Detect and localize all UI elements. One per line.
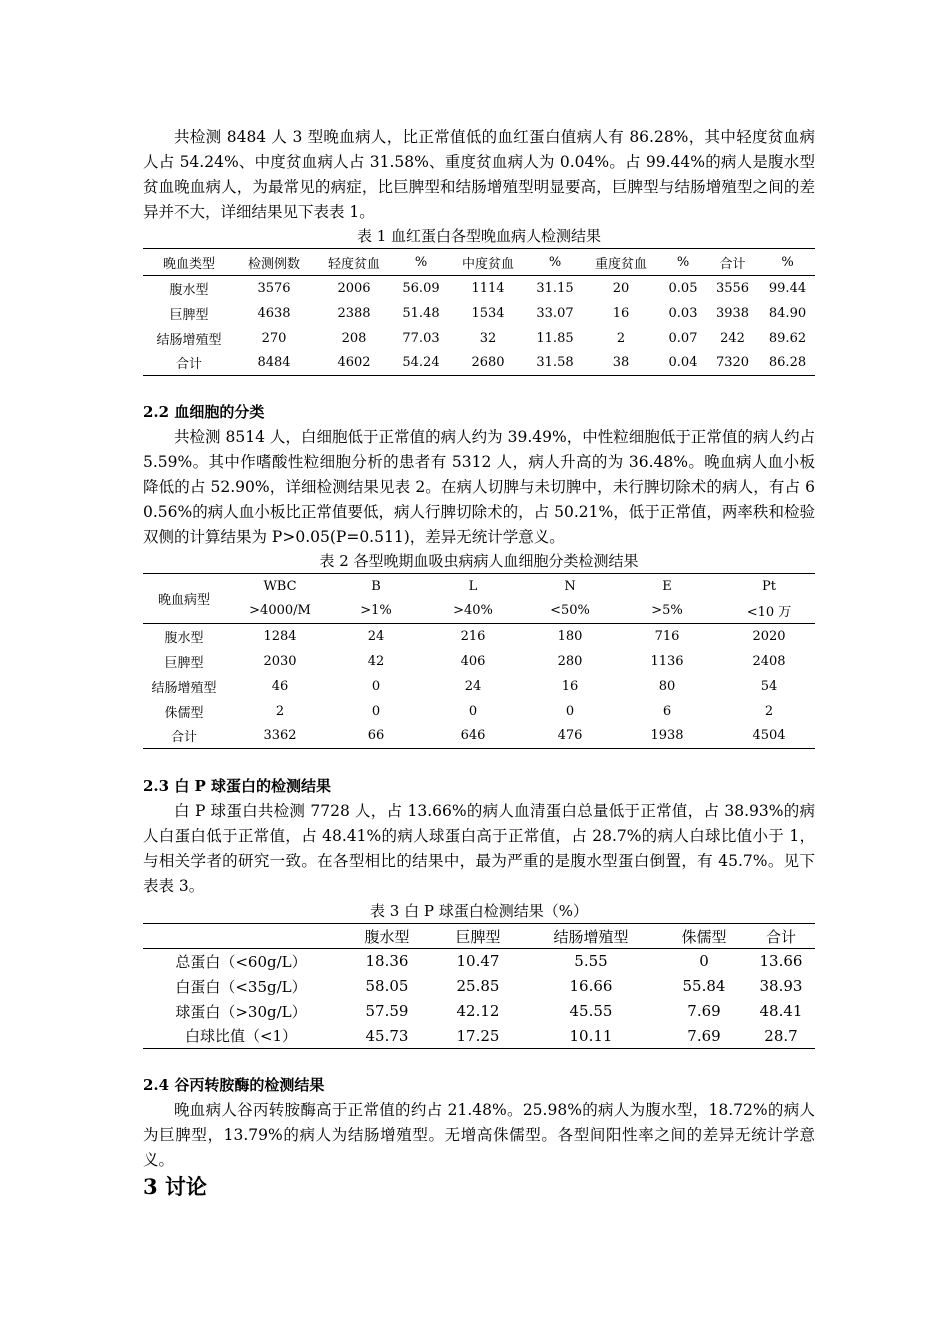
section-heading-2-3: 2.3 白 P 球蛋白的检测结果	[143, 777, 332, 795]
table2-subheader: >40%	[453, 603, 493, 619]
table-cell: 86.28	[768, 355, 807, 371]
table-cell: 白球比值（<1）	[184, 1027, 298, 1046]
paragraph-blood-cells: 共检测 8514 人，白细胞低于正常值的病人约为 39.49%，中性粒细胞低于正常值的病人约占 5.59%。其中作嗜酸性粒细胞分析的患者有 5312 人，病人升高的为 36.48%。晚血病人血小板降低的占 52.90%，详细检测结果见表 2。在病人切脾与未切脾中，未行脾切除术的病人，有占 60.56%的病人血小板比正常值要低，病人行脾切除术的，占 50.21%，低于正常值，两率秩和检验双侧的计算结果为 P>0.05(P=0.511)，差异无统计学意义。	[143, 428, 815, 546]
table-cell: 5.55	[574, 952, 608, 971]
table3-header-blank	[143, 924, 339, 949]
table-cell: 56.09	[402, 280, 440, 296]
table1-header-total: 合计	[719, 256, 746, 272]
table3-header-total: 合计	[765, 927, 796, 946]
table-cell: 270	[261, 330, 287, 346]
table-cell: 54	[760, 678, 778, 694]
table3-caption: 表 3 白 P 球蛋白检测结果（%）	[370, 902, 588, 920]
table-cell: 10.47	[456, 952, 500, 971]
table-row	[143, 1024, 815, 1049]
table-cell: 10.11	[569, 1026, 613, 1045]
table2-subheader: >1%	[360, 603, 392, 619]
table-cell: 7.69	[687, 1026, 721, 1045]
table-cell: 7.69	[687, 1002, 721, 1020]
table-cell: 32	[479, 330, 497, 346]
table-cell: 42.12	[456, 1002, 500, 1020]
table-cell: 总蛋白（<60g/L）	[175, 952, 307, 971]
table-cell: 216	[460, 628, 486, 644]
table-row	[143, 276, 815, 301]
table-cell: 白蛋白（<35g/L）	[175, 977, 307, 996]
table1-header-pct1: %	[414, 254, 428, 270]
table-cell: 646	[460, 728, 486, 744]
table-cell: 1114	[471, 280, 505, 296]
table1-header-type: 晚血类型	[162, 256, 215, 272]
table-cell: 38.93	[759, 977, 803, 995]
table-cell: 38	[612, 355, 630, 371]
table1-header-pct2: %	[548, 254, 562, 270]
table-cell: 2	[275, 703, 285, 719]
table-cell: 42	[367, 653, 385, 669]
table3-header-colon: 结肠增殖型	[553, 927, 629, 946]
table-cell: 17.25	[456, 1026, 500, 1045]
table-cell: 4504	[752, 728, 786, 744]
table-row	[143, 326, 815, 351]
table-cell: 结肠增殖型	[151, 680, 217, 696]
table-cell: 4602	[337, 355, 371, 371]
table-cell: 8484	[257, 355, 291, 371]
table-cell: 2030	[263, 653, 297, 669]
table-cell: 89.62	[768, 330, 807, 346]
table2-header-pt: Pt	[762, 578, 776, 594]
table-cell: 2006	[337, 280, 371, 296]
table-cell: 2388	[337, 305, 371, 321]
table-cell: 2	[764, 703, 774, 719]
table2-header-n: N	[564, 578, 576, 594]
table-cell: 巨脾型	[164, 655, 204, 671]
table1-header-count: 检测例数	[247, 256, 300, 272]
table-cell: 31.58	[536, 355, 574, 371]
table-cell: 48.41	[759, 1002, 803, 1020]
table-cell: 1136	[650, 653, 684, 669]
table-cell: 45.55	[569, 1002, 613, 1020]
paragraph-hemoglobin: 共检测 8484 人 3 型晚血病人，比正常值低的血红蛋白值病人有 86.28%，其中轻度贫血病人占 54.24%、中度贫血病人占 31.58%、重度贫血病人为 0.04%。占 99.44%的病人是腹水型贫血晚血病人，为最常见的病症，比巨脾型和结肠增殖型明显要高，巨脾型与结肠增殖型之间的差异并不大，详细结果见下表表 1。	[143, 128, 815, 221]
table-cell: 6	[662, 703, 672, 719]
table-cell: 合计	[175, 357, 202, 373]
table-cell: 0.04	[668, 355, 698, 371]
table-cell: 3362	[263, 728, 297, 744]
paragraph-protein: 白 P 球蛋白共检测 7728 人，占 13.66%的病人血清蛋白总量低于正常值，占 38.93%的病人白蛋白低于正常值，占 48.41%的病人球蛋白高于正常值，占 28.7%的病人白球比值小于 1，与相关学者的研究一致。在各型相比的结果中，最为严重的是腹水型蛋白倒置，有 45.7%。见下表表 3。	[143, 802, 815, 895]
table3-header-spleen: 巨脾型	[455, 927, 501, 946]
table-cell: 716	[654, 628, 680, 644]
table2-header-b: B	[371, 578, 381, 594]
table-row	[143, 699, 815, 724]
table-cell: 1284	[263, 628, 297, 644]
table1-header-severe: 重度贫血	[594, 256, 647, 272]
table-cell: 28.7	[764, 1026, 798, 1045]
table-cell: 腹水型	[169, 282, 209, 298]
section-heading-2-4: 2.4 谷丙转胺酶的检测结果	[143, 1076, 325, 1094]
table1-caption: 表 1 血红蛋白各型晚血病人检测结果	[356, 227, 602, 245]
table-cell: 2680	[471, 355, 505, 371]
table-cell: 180	[557, 628, 583, 644]
table-cell: 0	[468, 703, 478, 719]
paragraph-alt: 晚血病人谷丙转胺酶高于正常值的约占 21.48%。25.98%的病人为腹水型，18.72%的病人为巨脾型，13.79%的病人为结肠增殖型。无增高侏儒型。各型间阳性率之间的差异无统计学意义。	[143, 1101, 815, 1169]
table-cell: 77.03	[402, 330, 440, 346]
table3-header-ascites: 腹水型	[364, 927, 410, 946]
section-heading-3: 3 讨论	[143, 1174, 207, 1199]
table-cell: 16	[612, 305, 630, 321]
document-page	[143, 125, 815, 1201]
table-cell: 57.59	[365, 1002, 409, 1020]
table1-header-pct3: %	[676, 254, 690, 270]
table-row	[143, 624, 815, 649]
table-cell: 4638	[257, 305, 291, 321]
table-cell: 0	[699, 952, 709, 971]
table-cell: 0.03	[668, 305, 698, 321]
table-cell: 18.36	[365, 952, 409, 971]
table-cell: 结肠增殖型	[156, 332, 222, 348]
table2-header-type: 晚血病型	[143, 574, 225, 624]
table-cell: 11.85	[536, 330, 574, 346]
table-cell: 55.84	[682, 977, 726, 995]
table-cell: 侏儒型	[164, 705, 204, 721]
table-row	[143, 949, 815, 974]
table-row	[143, 674, 815, 699]
table-cell: 25.85	[456, 977, 500, 995]
table-cell: 巨脾型	[169, 307, 209, 323]
table2-blood-cells	[143, 573, 815, 749]
table-row	[143, 649, 815, 674]
table1-header-pct4: %	[781, 254, 794, 270]
table-cell: 2408	[752, 653, 786, 669]
table-cell: 2	[616, 330, 626, 346]
table-cell: 3576	[257, 280, 291, 296]
table-cell: 3938	[715, 305, 750, 321]
table-cell: 54.24	[402, 355, 440, 371]
table-cell: 16.66	[569, 977, 613, 995]
table2-subheader: <50%	[550, 603, 590, 619]
table-cell: 406	[460, 653, 486, 669]
table-cell: 0.07	[668, 330, 698, 346]
table-cell: 80	[658, 678, 676, 694]
table-cell: 3556	[715, 280, 750, 296]
table-cell: 24	[464, 678, 482, 694]
table-cell: 0.05	[668, 280, 698, 296]
table-cell: 33.07	[536, 305, 574, 321]
table-cell: 99.44	[768, 280, 807, 296]
table1-header-mild: 轻度贫血	[327, 256, 380, 272]
table-cell: 46	[271, 678, 289, 694]
table2-caption: 表 2 各型晚期血吸虫病病人血细胞分类检测结果	[319, 552, 639, 570]
table-cell: 20	[612, 280, 630, 296]
table-row	[143, 351, 815, 376]
table-cell: 280	[557, 653, 583, 669]
table-cell: 1534	[471, 305, 505, 321]
table2-header-l: L	[468, 578, 478, 594]
table-cell: 58.05	[365, 977, 409, 995]
table-cell: 16	[561, 678, 579, 694]
table-cell: 84.90	[768, 305, 807, 321]
table3-protein	[143, 923, 815, 1049]
table-cell: 51.48	[402, 305, 440, 321]
table-cell: 45.73	[365, 1026, 409, 1045]
table1-header-moderate: 中度贫血	[461, 256, 514, 272]
table-cell: 476	[557, 728, 583, 744]
table-cell: 合计	[170, 730, 197, 746]
table1-hemoglobin	[143, 248, 815, 376]
table2-subheader: <10 万	[746, 605, 792, 621]
table2-subheader: >5%	[651, 603, 683, 619]
table-cell: 208	[341, 330, 367, 346]
table-cell: 1938	[650, 728, 684, 744]
table-row	[143, 974, 815, 999]
table2-subheader: >4000/M	[249, 603, 311, 619]
table-cell: 0	[371, 678, 381, 694]
table-cell: 242	[720, 330, 745, 346]
table-cell: 0	[371, 703, 381, 719]
table-cell: 31.15	[536, 280, 574, 296]
table-cell: 13.66	[759, 952, 803, 971]
table2-header-wbc: WBC	[263, 578, 297, 594]
table3-header-dwarf: 侏儒型	[681, 927, 727, 946]
table-cell: 24	[367, 628, 385, 644]
section-heading-2-2: 2.2 血细胞的分类	[143, 403, 265, 421]
table-cell: 7320	[715, 355, 750, 371]
table-row	[143, 999, 815, 1024]
table-cell: 2020	[752, 628, 786, 644]
table2-header-e: E	[662, 578, 672, 594]
table-cell: 0	[565, 703, 575, 719]
table-cell: 66	[367, 728, 385, 744]
table-cell: 球蛋白（>30g/L）	[175, 1002, 307, 1021]
table-cell: 腹水型	[164, 630, 204, 646]
table-row	[143, 724, 815, 749]
table-row	[143, 301, 815, 326]
